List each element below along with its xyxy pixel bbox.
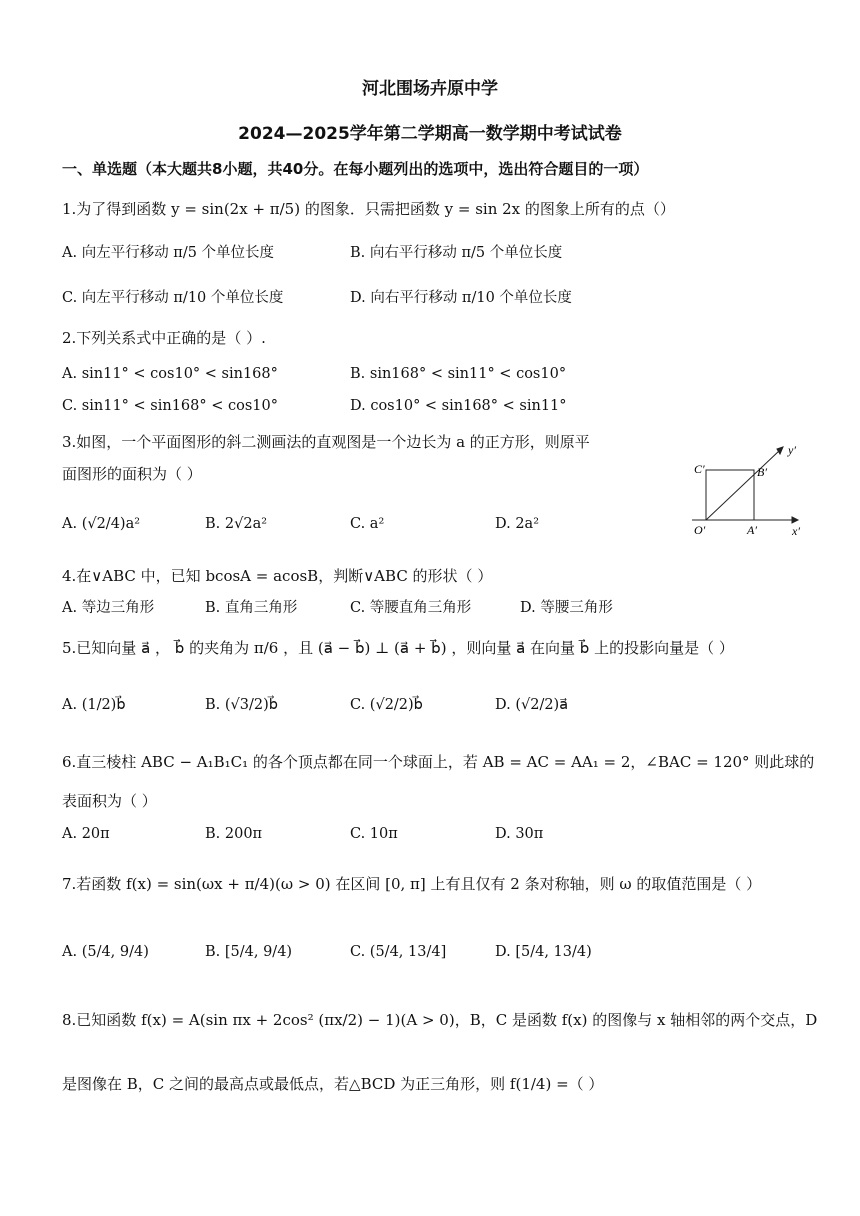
question-1-option-c[interactable]: C. 向左平行移动 π/10 个单位长度 [62, 290, 284, 306]
question-6-option-d[interactable]: D. 30π [495, 826, 544, 842]
question-2-option-c[interactable]: C. sin11° < sin168° < cos10° [62, 398, 278, 414]
y-axis-line [706, 450, 780, 520]
question-7-option-b[interactable]: B. [5/4, 9/4) [205, 944, 293, 960]
question-4-option-c[interactable]: C. 等腰直角三角形 [350, 600, 472, 616]
question-3-option-b[interactable]: B. 2√2a² [205, 516, 268, 532]
question-7-option-d[interactable]: D. [5/4, 13/4) [495, 944, 592, 960]
school-name: 河北围场卉原中学 [362, 79, 498, 99]
question-1-option-b[interactable]: B. 向右平行移动 π/5 个单位长度 [350, 245, 563, 261]
x-prime-label: x′ [792, 524, 800, 535]
a-prime-label: A′ [747, 523, 757, 535]
question-1-option-a[interactable]: A. 向左平行移动 π/5 个单位长度 [62, 245, 275, 261]
y-prime-label: y′ [788, 443, 796, 457]
question-8-stem-line1: 8.已知函数 f(x) = A(sin πx + 2cos² (πx/2) − 1)(A > 0)，B，C 是函数 f(x) 的图像与 x 轴相邻的两个交点，D [62, 1011, 818, 1029]
question-5-stem: 5.已知向量 a⃗ ， b⃗ 的夹角为 π/6 ，且 (a⃗ − b⃗) ⊥ (a⃗ + b⃗) ，则向量 a⃗ 在向量 b⃗ 上的投影向量是（ ） [62, 639, 734, 657]
question-6-stem-line2: 表面积为（ ） [62, 792, 157, 810]
question-3-figure [682, 440, 807, 535]
question-1-stem: 1.为了得到函数 y = sin(2x + π/5) 的图象．只需把函数 y = sin 2x 的图象上所有的点（） [62, 200, 675, 218]
question-5-option-a[interactable]: A. (1/2)b⃗ [62, 697, 126, 713]
question-6-stem-line1: 6.直三棱柱 ABC − A₁B₁C₁ 的各个顶点都在同一个球面上，若 AB = AC = AA₁ = 2，∠BAC = 120° 则此球的 [62, 753, 815, 771]
section-title: 一、单选题（本大题共8小题，共40分。在每小题列出的选项中，选出符合题目的一项） [62, 160, 649, 178]
question-4-option-a[interactable]: A. 等边三角形 [62, 600, 155, 616]
question-5-option-c[interactable]: C. (√2/2)b⃗ [350, 697, 423, 713]
question-1-option-d[interactable]: D. 向右平行移动 π/10 个单位长度 [350, 290, 572, 306]
question-7-option-a[interactable]: A. (5/4, 9/4) [62, 944, 149, 960]
y-axis-arrow [777, 447, 783, 454]
question-3-option-c[interactable]: C. a² [350, 516, 385, 532]
question-6-option-c[interactable]: C. 10π [350, 826, 398, 842]
question-6-option-a[interactable]: A. 20π [62, 826, 110, 842]
question-3-option-d[interactable]: D. 2a² [495, 516, 540, 532]
question-5-option-b[interactable]: B. (√3/2)b⃗ [205, 697, 278, 713]
b-prime-label: B′ [757, 465, 767, 479]
exam-title: 2024—2025学年第二学期高一数学期中考试试卷 [238, 124, 622, 144]
question-5-option-d[interactable]: D. (√2/2)a⃗ [495, 697, 569, 713]
question-3-stem-line2: 面图形的面积为（ ） [62, 465, 202, 483]
question-7-option-c[interactable]: C. (5/4, 13/4] [350, 944, 447, 960]
question-4-stem: 4.在∨ABC 中，已知 bcosA = acosB，判断∨ABC 的形状（ ） [62, 567, 493, 585]
question-3-option-a[interactable]: A. (√2/4)a² [62, 516, 141, 532]
o-prime-label: O′ [694, 523, 706, 535]
question-4-option-b[interactable]: B. 直角三角形 [205, 600, 298, 616]
x-axis-arrow [792, 517, 798, 523]
question-8-stem-line2: 是图像在 B，C 之间的最高点或最低点，若△BCD 为正三角形，则 f(1/4) =（ ） [62, 1075, 604, 1093]
question-7-stem: 7.若函数 f(x) = sin(ωx + π/4)(ω > 0) 在区间 [0, π] 上有且仅有 2 条对称轴，则 ω 的取值范围是（ ） [62, 875, 762, 893]
question-3-stem-line1: 3.如图，一个平面图形的斜二测画法的直观图是一个边长为 a 的正方形，则原平 [62, 433, 590, 451]
question-6-option-b[interactable]: B. 200π [205, 826, 263, 842]
question-2-option-d[interactable]: D. cos10° < sin168° < sin11° [350, 398, 567, 414]
question-2-stem: 2.下列关系式中正确的是（ ）. [62, 329, 266, 347]
question-2-option-b[interactable]: B. sin168° < sin11° < cos10° [350, 366, 567, 382]
square-shape [706, 470, 754, 520]
c-prime-label: C′ [694, 462, 705, 476]
question-2-option-a[interactable]: A. sin11° < cos10° < sin168° [62, 366, 278, 382]
question-4-option-d[interactable]: D. 等腰三角形 [520, 600, 613, 616]
